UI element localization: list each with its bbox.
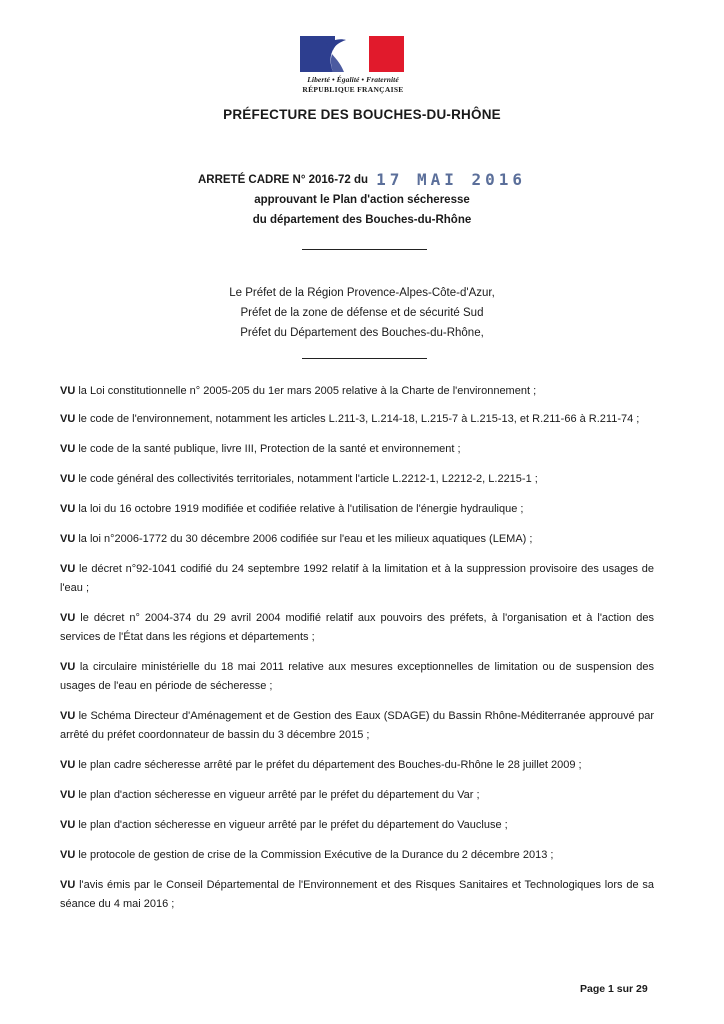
decree-department-line: du département des Bouches-du-Rhône: [252, 214, 472, 226]
vu-list: [60, 382, 654, 914]
vu-prefix: VU: [60, 710, 76, 722]
republic-logo: [300, 36, 406, 94]
vu-prefix: VU: [60, 789, 76, 801]
vu-item: [60, 500, 654, 519]
vu-prefix: VU: [60, 503, 76, 515]
vu-text: le plan cadre sécheresse arrêté par le préfet du département des Bouches-du-Rhône le 28 juillet 2009 ;: [78, 759, 582, 771]
prefet-line: Préfet de la zone de défense et de sécurité Sud: [240, 307, 484, 319]
decree-number: ARRETÉ CADRE N° 2016-72 du: [197, 174, 369, 186]
vu-prefix: VU: [60, 413, 76, 425]
vu-prefix: VU: [60, 385, 76, 397]
vu-text: le Schéma Directeur d'Aménagement et de Gestion des Eaux (SDAGE) du Bassin Rhône-Méditerranée approuvé par arrêté du préfet coordonnateur de bassin du 3 décembre 2015 ;: [60, 710, 654, 741]
vu-prefix: VU: [60, 879, 76, 891]
decree-title: [0, 170, 724, 230]
vu-item: [60, 816, 654, 835]
vu-prefix: VU: [60, 759, 76, 771]
vu-text: la loi du 16 octobre 1919 modifiée et codifiée relative à l'utilisation de l'énergie hydraulique ;: [78, 503, 524, 515]
vu-text: le code général des collectivités territoriales, notamment l'article L.2212-1, L2212-2, L.2215-1 ;: [78, 473, 538, 485]
vu-prefix: VU: [60, 443, 76, 455]
vu-item: [60, 609, 654, 647]
vu-item: [60, 470, 654, 489]
vu-text: la Loi constitutionnelle n° 2005-205 du 1er mars 2005 relative à la Charte de l'environnement ;: [78, 385, 537, 397]
republic-motto: Liberté • Égalité • Fraternité: [307, 75, 399, 84]
prefet-line: Préfet du Département des Bouches-du-Rhône,: [240, 327, 484, 339]
vu-text: le protocole de gestion de crise de la Commission Exécutive de la Durance du 2 décembre 2013 ;: [78, 849, 554, 861]
republic-name: RÉPUBLIQUE FRANÇAISE: [302, 85, 404, 94]
vu-text: l'avis émis par le Conseil Départemental de l'Environnement et des Risques Sanitaires et Technologiques lors de sa séance du 4 mai 2016 ;: [60, 879, 654, 910]
vu-text: le plan d'action sécheresse en vigueur arrêté par le préfet du département do Vaucluse ;: [78, 819, 508, 831]
vu-prefix: VU: [60, 533, 76, 545]
vu-item: [60, 560, 654, 598]
vu-prefix: VU: [60, 473, 76, 485]
vu-text: le code de l'environnement, notamment les articles L.211-3, L.214-18, L.215-7 à L.215-13, et R.211-66 à R.211-74 ;: [78, 413, 640, 425]
vu-text: la loi n°2006-1772 du 30 décembre 2006 codifiée sur l'eau et les milieux aquatiques (LEMA) ;: [78, 533, 533, 545]
vu-item: [60, 756, 654, 775]
vu-text: le plan d'action sécheresse en vigueur arrêté par le préfet du département du Var ;: [78, 789, 480, 801]
vu-item: [60, 530, 654, 549]
prefet-line: Le Préfet de la Région Provence-Alpes-Côte-d'Azur,: [229, 287, 495, 299]
page-number: Page 1 sur 29: [580, 983, 648, 995]
decree-subject-line: approuvant le Plan d'action sécheresse: [254, 194, 470, 206]
prefet-divider: [302, 358, 427, 359]
marianne-flag-icon: [300, 36, 404, 72]
vu-text: la circulaire ministérielle du 18 mai 2011 relative aux mesures exceptionnelles de limitation ou de suspension des usages de l'eau en période de sécheresse ;: [60, 661, 654, 692]
vu-prefix: VU: [60, 661, 76, 673]
vu-prefix: VU: [60, 563, 76, 575]
vu-item: [60, 707, 654, 745]
vu-text: le décret n°92-1041 codifié du 24 septembre 1992 relatif à la limitation et à la suppression provisoire des usages de l'eau ;: [60, 563, 654, 594]
vu-item: [60, 410, 654, 429]
vu-text: le décret n° 2004-374 du 29 avril 2004 modifié relatif aux pouvoirs des préfets, à l'organisation et à l'action des services de l'État dans les régions et départements ;: [60, 612, 655, 643]
prefet-block: [0, 283, 724, 343]
date-stamp: 17 MAI 2016: [376, 170, 527, 189]
vu-prefix: VU: [60, 819, 76, 831]
vu-item: [60, 440, 654, 459]
title-divider: [302, 249, 427, 250]
prefecture-heading: PRÉFECTURE DES BOUCHES-DU-RHÔNE: [223, 107, 501, 122]
vu-item: [60, 846, 654, 865]
vu-item: [60, 876, 654, 914]
vu-prefix: VU: [60, 849, 76, 861]
vu-item: [60, 382, 654, 401]
vu-item: [60, 786, 654, 805]
vu-text: le code de la santé publique, livre III, Protection de la santé et environnement ;: [78, 443, 461, 455]
vu-item: [60, 658, 654, 696]
vu-prefix: VU: [60, 612, 76, 624]
